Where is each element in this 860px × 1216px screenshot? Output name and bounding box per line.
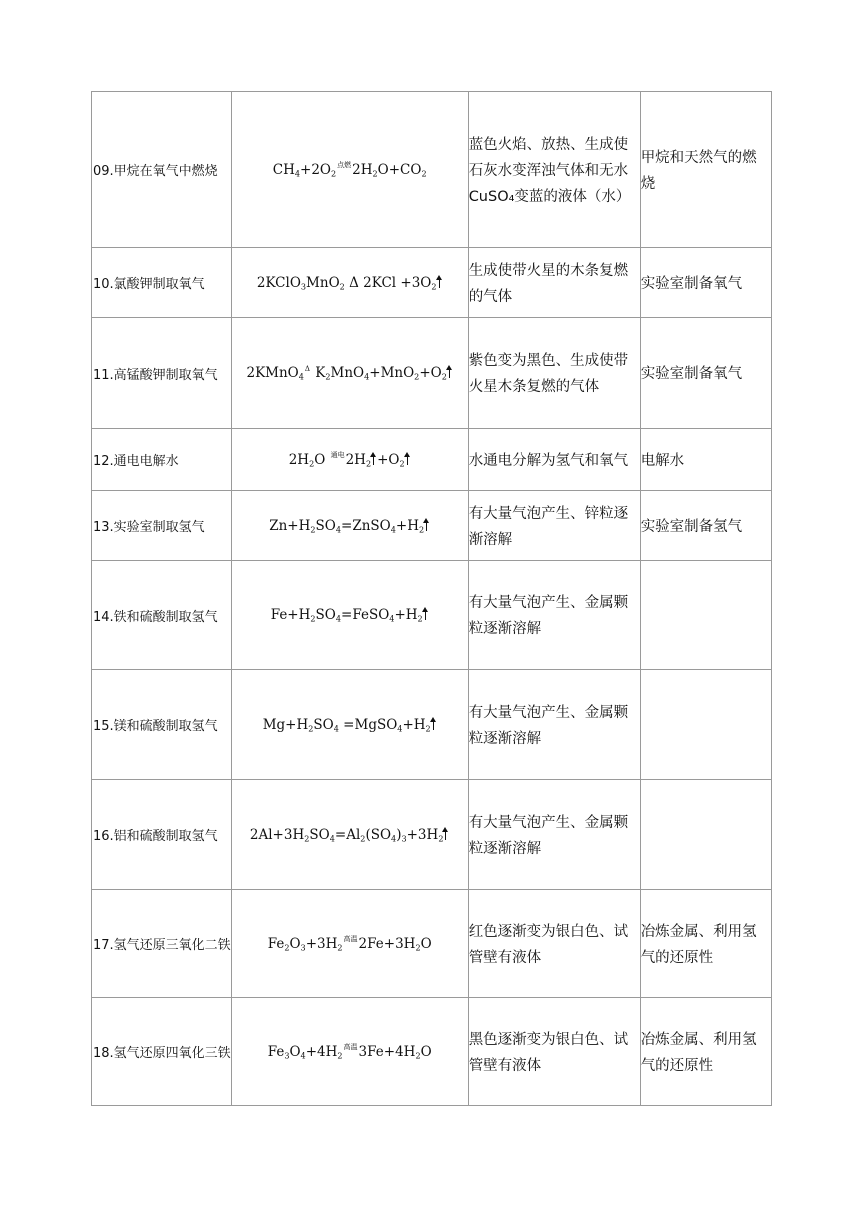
subscript: 4 <box>335 523 342 534</box>
phenomenon-text: 红色逐渐变为银白色、试管壁有液体 <box>468 923 629 966</box>
subscript: 2 <box>425 722 431 733</box>
subscript: 2 <box>284 941 290 952</box>
reaction-use <box>640 890 771 998</box>
reaction-row <box>92 92 772 248</box>
equation-text: Fe+H <box>270 607 311 623</box>
chemical-equation <box>231 561 468 670</box>
reaction-condition: 高温 <box>343 935 358 944</box>
subscript: 2 <box>417 613 423 624</box>
equation-text: O <box>289 935 301 952</box>
use-text: 电解水 <box>640 452 685 469</box>
equation-text: (SO <box>365 826 392 843</box>
subscript: 2 <box>304 832 310 843</box>
reaction-row <box>92 491 772 561</box>
reaction-name: 13.实验室制取氢气 <box>92 491 232 561</box>
chemical-equation <box>231 998 468 1106</box>
equation-text: Fe <box>267 935 285 952</box>
gas-up-arrow-icon <box>445 830 446 840</box>
reaction-phenomenon <box>468 429 640 491</box>
equation-text: 2H <box>352 161 373 178</box>
subscript: 2 <box>339 280 345 291</box>
reaction-use <box>640 998 771 1106</box>
subscript: 4 <box>333 722 339 733</box>
reaction-use <box>640 491 771 561</box>
equation-text: =FeSO <box>341 607 390 623</box>
reaction-row <box>92 670 772 780</box>
subscript: 3 <box>300 941 306 952</box>
gas-up-arrow-icon <box>433 720 434 730</box>
subscript: 2 <box>414 371 420 382</box>
use-text: 实验室制备氢气 <box>640 518 743 535</box>
subscript: 2 <box>441 371 447 382</box>
equation-text: 3Fe+4H <box>358 1043 416 1060</box>
gas-up-arrow-icon <box>373 455 374 465</box>
subscript: 4 <box>389 613 395 624</box>
reaction-phenomenon <box>468 780 640 890</box>
equation-text: =ZnSO <box>341 517 391 534</box>
subscript: 2 <box>310 523 316 534</box>
reaction-use <box>640 92 771 248</box>
reaction-row <box>92 248 772 318</box>
gas-up-arrow-icon <box>449 368 450 378</box>
subscript: 2 <box>365 457 372 468</box>
equation-text: +3H <box>305 935 338 952</box>
reaction-phenomenon <box>468 318 640 429</box>
equation-text: +MnO <box>369 365 415 381</box>
reaction-name: 10.氯酸钾制取氧气 <box>92 248 232 318</box>
equation-text: Fe <box>267 1043 285 1060</box>
equation-text: 2H <box>345 451 366 468</box>
gas-up-arrow-icon <box>407 455 408 465</box>
subscript: 3 <box>401 832 407 843</box>
reaction-condition: 通电 <box>330 451 345 460</box>
subscript: 4 <box>397 722 403 733</box>
equation-text: +H <box>395 517 419 534</box>
subscript: 4 <box>364 371 370 382</box>
reaction-name: 09.甲烷在氧气中燃烧 <box>92 92 232 248</box>
equation-text: CH <box>272 161 295 178</box>
reaction-use <box>640 248 771 318</box>
reaction-condition: 点燃 <box>337 161 352 170</box>
reaction-row <box>92 561 772 670</box>
chemical-equation <box>231 429 468 491</box>
reaction-table-body <box>92 92 772 1106</box>
reaction-phenomenon <box>468 92 640 248</box>
gas-up-arrow-icon <box>425 610 426 620</box>
subscript: 4 <box>300 1049 306 1060</box>
equation-text: 2KClO <box>256 274 301 291</box>
chemical-equation <box>231 248 468 318</box>
reaction-phenomenon <box>468 890 640 998</box>
subscript: 2 <box>325 371 331 382</box>
reaction-condition: Δ <box>304 364 310 373</box>
chemical-equation <box>231 890 468 998</box>
equation-text: O <box>420 935 432 952</box>
equation-text: +3H <box>406 826 439 843</box>
subscript: 4 <box>329 832 335 843</box>
equation-text: ) <box>396 826 402 843</box>
use-text <box>641 614 771 616</box>
reaction-phenomenon <box>468 670 640 780</box>
equation-text: +2O <box>300 161 331 178</box>
subscript: 2 <box>337 1049 343 1060</box>
reaction-use <box>640 429 771 491</box>
subscript: 2 <box>421 167 427 178</box>
use-text <box>641 834 771 836</box>
equation-text: Δ 2KCl +3O <box>344 274 432 291</box>
equation-text: =Al <box>334 826 361 843</box>
equation-text: +H <box>402 716 426 733</box>
equation-text: MnO <box>306 274 340 291</box>
chemical-equation <box>231 670 468 780</box>
phenomenon-text: 黑色逐渐变为银白色、试管壁有液体 <box>468 1031 629 1074</box>
equation-text: SO <box>315 517 336 534</box>
subscript: 2 <box>418 523 425 534</box>
reaction-use <box>640 561 771 670</box>
equation-text: MnO <box>330 365 365 381</box>
equation-text: K <box>310 365 326 381</box>
subscript: 2 <box>337 941 343 952</box>
equation-text: SO <box>315 607 336 623</box>
equation-text: Zn+H <box>269 517 311 534</box>
equation-text: +4H <box>305 1043 338 1060</box>
reaction-use <box>640 670 771 780</box>
reaction-name: 16.铝和硫酸制取氢气 <box>92 780 232 890</box>
equation-text: O <box>420 1043 432 1060</box>
subscript: 4 <box>294 167 301 178</box>
gas-up-arrow-icon <box>426 521 427 531</box>
chemical-equation <box>231 318 468 429</box>
subscript: 2 <box>431 280 437 291</box>
use-text: 冶炼金属、利用氢气的还原性 <box>640 1031 757 1074</box>
equation-text: 2Fe+3H <box>358 935 416 952</box>
subscript: 2 <box>330 167 337 178</box>
equation-text: =MgSO <box>338 716 398 733</box>
equation-text: SO <box>309 826 330 843</box>
subscript: 2 <box>438 832 444 843</box>
use-text: 实验室制备氧气 <box>640 366 743 382</box>
reaction-name: 17.氢气还原三氧化二铁 <box>92 890 232 998</box>
equation-text: +O <box>377 451 400 468</box>
subscript: 2 <box>309 457 315 468</box>
phenomenon-text: 生成使带火星的木条复燃的气体 <box>468 262 629 305</box>
reaction-use <box>640 318 771 429</box>
use-text: 实验室制备氧气 <box>640 275 743 292</box>
reaction-name: 14.铁和硫酸制取氢气 <box>92 561 232 670</box>
reaction-use <box>640 780 771 890</box>
equation-text: 2KMnO <box>246 365 299 381</box>
subscript: 2 <box>399 457 405 468</box>
reaction-row <box>92 429 772 491</box>
reaction-phenomenon <box>468 491 640 561</box>
subscript: 2 <box>415 941 421 952</box>
subscript: 2 <box>415 1049 421 1060</box>
use-text <box>641 724 771 726</box>
equation-text: Mg+H <box>262 716 309 733</box>
chemical-equation <box>231 92 468 248</box>
phenomenon-text: 有大量气泡产生、金属颗粒逐渐溶解 <box>468 814 629 857</box>
chemical-equation <box>231 780 468 890</box>
subscript: 4 <box>298 371 304 382</box>
reaction-name: 12.通电电解水 <box>92 429 232 491</box>
reaction-phenomenon <box>468 561 640 670</box>
reaction-name: 11.高锰酸钾制取氧气 <box>92 318 232 429</box>
use-text: 冶炼金属、利用氢气的还原性 <box>640 923 757 966</box>
chemical-equation <box>231 491 468 561</box>
reaction-phenomenon <box>468 248 640 318</box>
subscript: 3 <box>284 1049 290 1060</box>
reaction-name: 15.镁和硫酸制取氢气 <box>92 670 232 780</box>
subscript: 4 <box>335 613 342 624</box>
reaction-row <box>92 780 772 890</box>
phenomenon-text: 蓝色火焰、放热、生成使石灰水变浑浊气体和无水CuSO₄变蓝的液体（水） <box>468 136 631 205</box>
equation-text: SO <box>313 716 334 733</box>
subscript: 2 <box>360 832 366 843</box>
equation-text: O <box>289 1043 301 1060</box>
phenomenon-text: 有大量气泡产生、锌粒逐渐溶解 <box>468 505 629 548</box>
subscript: 4 <box>391 832 397 843</box>
reaction-row <box>92 998 772 1106</box>
equation-text: O <box>314 451 330 468</box>
reaction-table <box>91 91 772 1106</box>
subscript: 2 <box>308 722 314 733</box>
reaction-name: 18.氢气还原四氧化三铁 <box>92 998 232 1106</box>
use-text: 甲烷和天然气的燃烧 <box>640 149 757 192</box>
reaction-condition: 高温 <box>343 1043 358 1052</box>
reaction-row <box>92 318 772 429</box>
equation-text: +O <box>419 365 442 381</box>
phenomenon-text: 有大量气泡产生、金属颗粒逐渐溶解 <box>468 704 629 747</box>
subscript: 2 <box>310 613 316 624</box>
reaction-phenomenon <box>468 998 640 1106</box>
equation-text: 2Al+3H <box>249 826 305 843</box>
subscript: 3 <box>300 280 307 291</box>
equation-text: +H <box>394 607 418 623</box>
equation-text: 2H <box>288 451 310 468</box>
subscript: 4 <box>390 523 396 534</box>
equation-text: O+CO <box>377 161 422 178</box>
phenomenon-text: 有大量气泡产生、金属颗粒逐渐溶解 <box>468 595 629 637</box>
gas-up-arrow-icon <box>439 278 440 288</box>
reaction-row <box>92 890 772 998</box>
phenomenon-text: 紫色变为黑色、生成使带火星木条复燃的气体 <box>468 353 629 395</box>
phenomenon-text: 水通电分解为氢气和氧气 <box>468 452 629 469</box>
subscript: 2 <box>372 167 378 178</box>
